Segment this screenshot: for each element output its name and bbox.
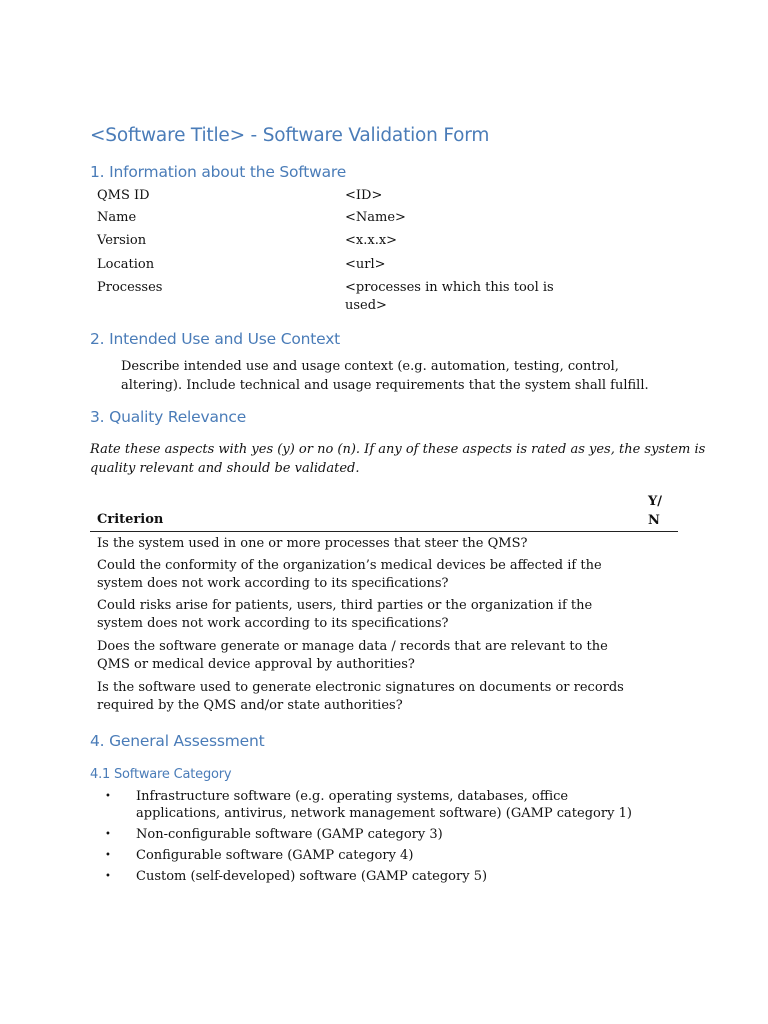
- info-value: <x.x.x>: [345, 233, 398, 248]
- info-label: QMS ID: [97, 188, 150, 203]
- list-item: Custom (self-developed) software (GAMP category 5): [136, 869, 488, 884]
- table-row: Is the system used in one or more processes that steer the QMS?: [97, 536, 528, 551]
- criterion-table-header: [90, 492, 678, 532]
- section-2-heading: 2. Intended Use and Use Context: [90, 330, 341, 348]
- section-4-1-heading: 4.1 Software Category: [90, 767, 232, 782]
- bullet-icon: •: [105, 829, 111, 840]
- bullet-icon: •: [105, 871, 111, 882]
- info-value: <ID>: [345, 188, 383, 203]
- list-item: Non-configurable software (GAMP category 3): [136, 827, 443, 842]
- info-label: Name: [97, 210, 137, 225]
- list-item: Configurable software (GAMP category 4): [136, 848, 414, 863]
- info-value: <Name>: [345, 210, 406, 225]
- criterion-column-header: Criterion: [97, 512, 164, 527]
- document-title: <Software Title> - Software Validation Form: [90, 125, 490, 146]
- section-4-heading: 4. General Assessment: [90, 732, 265, 750]
- section-3-heading: 3. Quality Relevance: [90, 408, 247, 426]
- table-row: Is the software used to generate electronic signatures on documents or records required by the QMS and/or state authorities?: [97, 680, 624, 713]
- quality-intro-line-2: quality relevant and should be validated.: [90, 461, 360, 476]
- intended-use-line-1: Describe intended use and usage context (e.g. automation, testing, control,: [121, 359, 619, 374]
- info-label: Version: [97, 233, 147, 248]
- table-row: Could the conformity of the organization’s medical devices be affected if the system does not work according to its specifications?: [97, 558, 602, 591]
- table-row: Could risks arise for patients, users, third parties or the organization if the system does not work according to its specifications?: [97, 598, 593, 631]
- intended-use-line-2: altering). Include technical and usage requirements that the system shall fulfill.: [121, 378, 649, 393]
- info-label: Location: [97, 257, 155, 272]
- info-value: <url>: [345, 257, 386, 272]
- yn-column-header: Y/ N: [648, 494, 663, 528]
- bullet-icon: •: [105, 850, 111, 861]
- info-label: Processes: [97, 280, 163, 295]
- section-1-heading: 1. Information about the Software: [90, 163, 347, 181]
- list-item: Infrastructure software (e.g. operating systems, databases, office applications, antivirus, network management software) (GAMP category 1): [136, 789, 632, 821]
- table-row: Does the software generate or manage data / records that are relevant to the QMS or medical device approval by authorities?: [97, 639, 608, 672]
- quality-intro-line-1: Rate these aspects with yes (y) or no (n). If any of these aspects is rated as yes, the system is: [90, 442, 706, 457]
- info-value: <processes in which this tool is used>: [345, 280, 554, 313]
- bullet-icon: •: [105, 791, 111, 802]
